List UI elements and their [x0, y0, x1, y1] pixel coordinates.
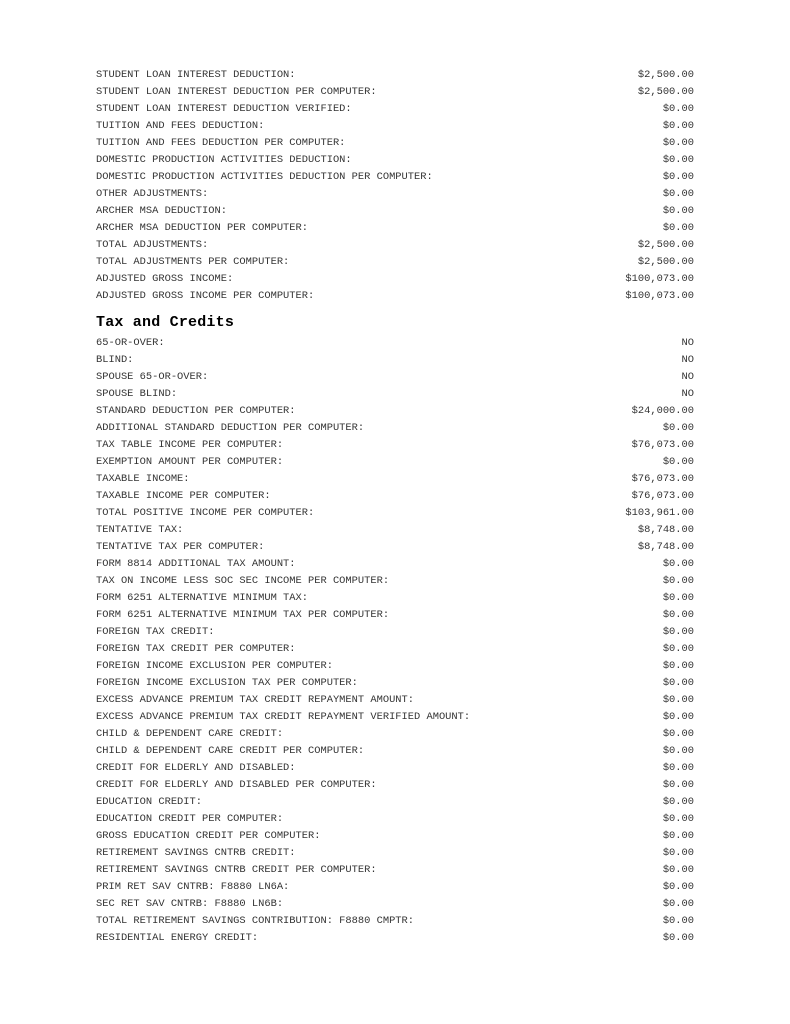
line-item-value: $8,748.00: [637, 541, 694, 553]
line-item-label: ADJUSTED GROSS INCOME PER COMPUTER:: [96, 290, 315, 302]
line-item-label: CREDIT FOR ELDERLY AND DISABLED PER COMPUTER:: [96, 779, 377, 791]
line-item-label: CREDIT FOR ELDERLY AND DISABLED:: [96, 762, 296, 774]
line-item-label: TAXABLE INCOME:: [96, 473, 190, 485]
line-item-label: CHILD & DEPENDENT CARE CREDIT PER COMPUTER:: [96, 745, 365, 757]
line-item-row: [96, 335, 694, 352]
line-item-value: $76,073.00: [631, 439, 694, 451]
line-item-row: [96, 760, 694, 777]
line-item-value: $0.00: [662, 575, 694, 587]
line-item-label: TOTAL ADJUSTMENTS:: [96, 239, 209, 251]
line-item-label: DOMESTIC PRODUCTION ACTIVITIES DEDUCTION:: [96, 154, 352, 166]
line-item-label: SPOUSE 65-OR-OVER:: [96, 371, 209, 383]
line-item-row: [96, 794, 694, 811]
line-item-label: STUDENT LOAN INTEREST DEDUCTION VERIFIED:: [96, 103, 352, 115]
line-item-value: $0.00: [662, 745, 694, 757]
line-item-label: ADJUSTED GROSS INCOME:: [96, 273, 234, 285]
line-item-row: [96, 539, 694, 556]
line-item-row: [96, 658, 694, 675]
line-item-value: $100,073.00: [625, 273, 694, 285]
line-item-value: $24,000.00: [631, 405, 694, 417]
line-item-row: [96, 288, 694, 305]
line-item-label: EXCESS ADVANCE PREMIUM TAX CREDIT REPAYMENT VERIFIED AMOUNT:: [96, 711, 471, 723]
line-item-label: STUDENT LOAN INTEREST DEDUCTION:: [96, 69, 296, 81]
line-item-value: $76,073.00: [631, 473, 694, 485]
line-item-value: $2,500.00: [637, 86, 694, 98]
line-item-row: [96, 692, 694, 709]
line-item-row: [96, 845, 694, 862]
line-item-row: [96, 624, 694, 641]
line-item-value: $0.00: [662, 660, 694, 672]
line-item-value: $0.00: [662, 711, 694, 723]
line-item-row: [96, 930, 694, 947]
line-item-label: PRIM RET SAV CNTRB: F8880 LN6A:: [96, 881, 290, 893]
line-item-value: $0.00: [662, 847, 694, 859]
line-item-row: [96, 186, 694, 203]
line-item-value: $0.00: [662, 932, 694, 944]
line-item-value: $0.00: [662, 120, 694, 132]
adjustments-section: [96, 67, 694, 305]
line-item-label: ARCHER MSA DEDUCTION:: [96, 205, 227, 217]
line-item-row: [96, 743, 694, 760]
line-item-value: $0.00: [662, 830, 694, 842]
line-item-label: STUDENT LOAN INTEREST DEDUCTION PER COMPUTER:: [96, 86, 377, 98]
line-item-value: NO: [681, 337, 694, 349]
line-item-row: [96, 237, 694, 254]
line-item-label: FORM 6251 ALTERNATIVE MINIMUM TAX PER COMPUTER:: [96, 609, 390, 621]
line-item-label: TUITION AND FEES DEDUCTION PER COMPUTER:: [96, 137, 346, 149]
line-item-row: [96, 488, 694, 505]
line-item-value: $2,500.00: [637, 256, 694, 268]
line-item-label: SPOUSE BLIND:: [96, 388, 178, 400]
line-item-row: [96, 913, 694, 930]
line-item-row: [96, 828, 694, 845]
line-item-label: BLIND:: [96, 354, 134, 366]
line-item-value: $0.00: [662, 779, 694, 791]
line-item-value: $0.00: [662, 188, 694, 200]
line-item-label: RETIREMENT SAVINGS CNTRB CREDIT:: [96, 847, 296, 859]
line-item-row: [96, 726, 694, 743]
line-item-row: [96, 203, 694, 220]
line-item-value: $76,073.00: [631, 490, 694, 502]
line-item-value: $0.00: [662, 762, 694, 774]
line-item-value: $0.00: [662, 881, 694, 893]
line-item-value: $0.00: [662, 222, 694, 234]
line-item-row: [96, 420, 694, 437]
line-item-label: ARCHER MSA DEDUCTION PER COMPUTER:: [96, 222, 309, 234]
line-item-value: $0.00: [662, 103, 694, 115]
line-item-label: RESIDENTIAL ENERGY CREDIT:: [96, 932, 259, 944]
line-item-label: GROSS EDUCATION CREDIT PER COMPUTER:: [96, 830, 321, 842]
line-item-row: [96, 152, 694, 169]
line-item-value: $2,500.00: [637, 69, 694, 81]
line-item-value: $0.00: [662, 205, 694, 217]
section-title-tax-and-credits: Tax and Credits: [96, 314, 235, 331]
line-item-value: $0.00: [662, 677, 694, 689]
line-item-label: DOMESTIC PRODUCTION ACTIVITIES DEDUCTION PER COMPUTER:: [96, 171, 433, 183]
line-item-row: [96, 135, 694, 152]
line-item-value: $8,748.00: [637, 524, 694, 536]
line-item-value: $0.00: [662, 592, 694, 604]
line-item-label: TOTAL POSITIVE INCOME PER COMPUTER:: [96, 507, 315, 519]
line-item-value: $0.00: [662, 626, 694, 638]
line-item-label: TAXABLE INCOME PER COMPUTER:: [96, 490, 271, 502]
line-item-row: [96, 369, 694, 386]
line-item-row: [96, 573, 694, 590]
line-item-row: [96, 84, 694, 101]
line-item-label: TAX TABLE INCOME PER COMPUTER:: [96, 439, 284, 451]
line-item-label: FORM 8814 ADDITIONAL TAX AMOUNT:: [96, 558, 296, 570]
line-item-label: FOREIGN TAX CREDIT PER COMPUTER:: [96, 643, 296, 655]
line-item-label: TENTATIVE TAX:: [96, 524, 184, 536]
line-item-row: [96, 437, 694, 454]
line-item-row: [96, 862, 694, 879]
line-item-row: [96, 169, 694, 186]
line-item-row: [96, 896, 694, 913]
line-item-row: [96, 254, 694, 271]
line-item-row: [96, 386, 694, 403]
line-item-label: EDUCATION CREDIT PER COMPUTER:: [96, 813, 284, 825]
line-item-value: $0.00: [662, 171, 694, 183]
line-item-value: NO: [681, 354, 694, 366]
line-item-row: [96, 641, 694, 658]
line-item-label: EXEMPTION AMOUNT PER COMPUTER:: [96, 456, 284, 468]
line-item-value: $100,073.00: [625, 290, 694, 302]
line-item-value: $0.00: [662, 422, 694, 434]
line-item-label: TAX ON INCOME LESS SOC SEC INCOME PER COMPUTER:: [96, 575, 390, 587]
line-item-label: OTHER ADJUSTMENTS:: [96, 188, 209, 200]
line-item-label: RETIREMENT SAVINGS CNTRB CREDIT PER COMPUTER:: [96, 864, 377, 876]
line-item-label: TUITION AND FEES DEDUCTION:: [96, 120, 265, 132]
line-item-value: $0.00: [662, 456, 694, 468]
line-item-row: [96, 505, 694, 522]
line-item-value: $0.00: [662, 728, 694, 740]
line-item-label: FOREIGN INCOME EXCLUSION TAX PER COMPUTER:: [96, 677, 358, 689]
line-item-label: CHILD & DEPENDENT CARE CREDIT:: [96, 728, 284, 740]
line-item-row: [96, 675, 694, 692]
line-item-row: [96, 607, 694, 624]
line-item-value: $0.00: [662, 796, 694, 808]
line-item-row: [96, 811, 694, 828]
line-item-row: [96, 777, 694, 794]
line-item-value: $103,961.00: [625, 507, 694, 519]
line-item-row: [96, 556, 694, 573]
line-item-value: $0.00: [662, 813, 694, 825]
line-item-value: $0.00: [662, 898, 694, 910]
line-item-row: [96, 220, 694, 237]
line-item-row: [96, 352, 694, 369]
line-item-row: [96, 271, 694, 288]
line-item-value: NO: [681, 371, 694, 383]
line-item-label: FOREIGN TAX CREDIT:: [96, 626, 215, 638]
line-item-row: [96, 67, 694, 84]
line-item-value: $0.00: [662, 864, 694, 876]
tax-and-credits-section: [96, 335, 694, 947]
line-item-row: [96, 101, 694, 118]
line-item-label: EDUCATION CREDIT:: [96, 796, 203, 808]
line-item-label: TOTAL RETIREMENT SAVINGS CONTRIBUTION: F8880 CMPTR:: [96, 915, 415, 927]
line-item-value: $0.00: [662, 915, 694, 927]
line-item-value: NO: [681, 388, 694, 400]
line-item-label: ADDITIONAL STANDARD DEDUCTION PER COMPUTER:: [96, 422, 365, 434]
line-item-label: TOTAL ADJUSTMENTS PER COMPUTER:: [96, 256, 290, 268]
line-item-row: [96, 522, 694, 539]
line-item-label: EXCESS ADVANCE PREMIUM TAX CREDIT REPAYMENT AMOUNT:: [96, 694, 415, 706]
transcript-page: [96, 67, 694, 947]
line-item-label: STANDARD DEDUCTION PER COMPUTER:: [96, 405, 296, 417]
line-item-value: $0.00: [662, 154, 694, 166]
line-item-label: FOREIGN INCOME EXCLUSION PER COMPUTER:: [96, 660, 333, 672]
line-item-label: SEC RET SAV CNTRB: F8880 LN6B:: [96, 898, 284, 910]
line-item-label: FORM 6251 ALTERNATIVE MINIMUM TAX:: [96, 592, 309, 604]
line-item-row: [96, 709, 694, 726]
line-item-row: [96, 471, 694, 488]
line-item-label: 65-OR-OVER:: [96, 337, 165, 349]
line-item-row: [96, 879, 694, 896]
line-item-value: $0.00: [662, 137, 694, 149]
line-item-value: $0.00: [662, 558, 694, 570]
line-item-row: [96, 590, 694, 607]
line-item-value: $0.00: [662, 694, 694, 706]
line-item-value: $0.00: [662, 643, 694, 655]
line-item-label: TENTATIVE TAX PER COMPUTER:: [96, 541, 265, 553]
line-item-row: [96, 403, 694, 420]
line-item-row: [96, 454, 694, 471]
line-item-value: $2,500.00: [637, 239, 694, 251]
line-item-row: [96, 118, 694, 135]
line-item-value: $0.00: [662, 609, 694, 621]
